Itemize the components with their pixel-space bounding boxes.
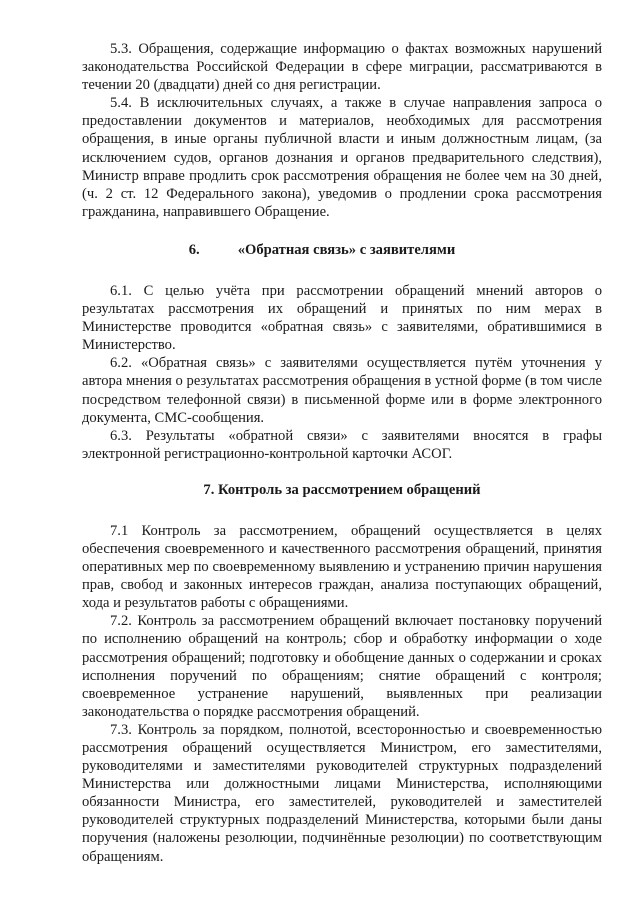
paragraph-7-2: 7.2. Контроль за рассмотрением обращений включает постановку поручений по исполнению обращений на контроль; сбор и обработку информации о ходе рассмотрения обращений; подготовку и обобщение данных о содержании и сроках исполнения поручений по обращениям; снятие обращений с контроля; своевременное устранение нарушений, выявленных при реализации законодательства о порядке рассмотрения обращений. xyxy=(82,613,602,720)
paragraph-6-2: 6.2. «Обратная связь» с заявителями осуществляется путём уточнения у автора мнения о результатах рассмотрения обращения в устной форме (в том числе посредством телефонной связи) в письменной форме или в форме электронного документа, СМС-сообщения. xyxy=(82,355,602,426)
paragraph-6-1: 6.1. С целью учёта при рассмотрении обращений мнений авторов о результатах рассмотрения их обращений и принятых по ним мерах в Министерстве проводится «обратная связь» с заявителями, обратившимися в Министерство. xyxy=(82,282,602,354)
section-6-heading xyxy=(82,241,602,259)
paragraph-7-3: 7.3. Контроль за порядком, полнотой, всесторонностью и своевременностью рассмотрения обращений осуществляется Министром, его заместителями, руководителями и заместителями руководителей структурных подразделений Министерства или должностными лицами Министерства, исполняющими обязанности Министра, его заместителей, руководителей и заместителей руководителей структурных подразделений Министерства, которыми были даны поручения (наложены резолюции, подчинённые резолюции) по соответствующим обращениям. xyxy=(82,721,602,865)
paragraph-7-1: 7.1 Контроль за рассмотрением, обращений осуществляется в целях обеспечения своевременного и качественного рассмотрения обращений, принятия оперативных мер по своевременному выявлению и устранению причин нарушения прав, свобод и законных интересов граждан, анализа поступающих обращений, хода и результатов работы с обращениями. xyxy=(82,522,602,612)
paragraph-6-3: 6.3. Результаты «обратной связи» с заявителями вносятся в графы электронной регистрационно-контрольной карточки АСОГ. xyxy=(82,427,602,462)
paragraph-5-4: 5.4. В исключительных случаях, а также в случае направления запроса о предоставлении документов и материалов, необходимых для рассмотрения обращения, в иные органы публичной власти и иным должностным лицам, (за исключением судов, органов дознания и органов предварительного следствия), Министр вправе продлить срок рассмотрения обращения не более чем на 30 дней, (ч. 2 ст. 12 Федерального закона), уведомив о продлении срока рассмотрения гражданина, направившего Обращение. xyxy=(82,95,602,220)
section-6-title: «Обратная связь» с заявителями xyxy=(237,241,456,258)
section-6-number: 6. xyxy=(188,241,200,258)
section-7-heading: 7. Контроль за рассмотрением обращений xyxy=(203,481,481,498)
paragraph-5-3: 5.3. Обращения, содержащие информацию о фактах возможных нарушений законодательства Российской Федерации в сфере миграции, рассматриваются в течении 20 (двадцати) дней со дня регистрации. xyxy=(82,41,602,94)
document-page xyxy=(82,40,602,866)
